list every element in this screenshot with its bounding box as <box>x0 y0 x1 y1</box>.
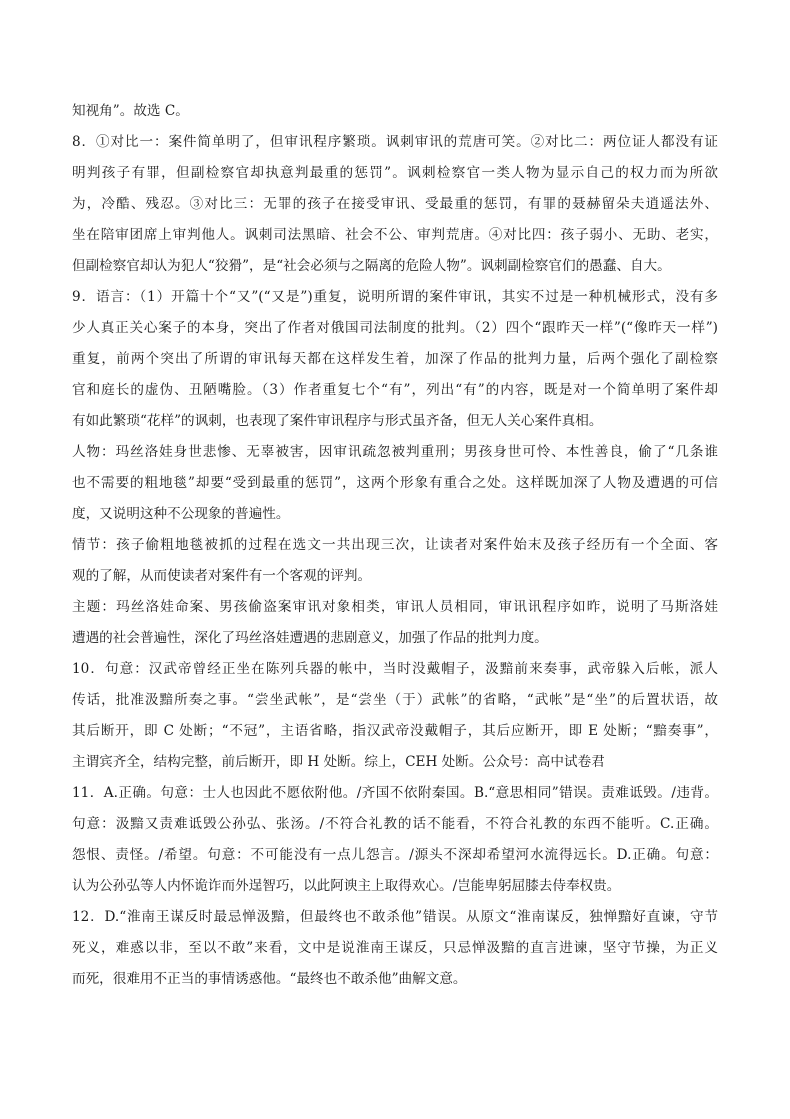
text-line: 但副检察官却认为犯人“狡猾”，是“社会必须与之隔离的危险人物”。讽刺副检察官们的愚蠢、自大。 <box>72 258 671 274</box>
text-line: 9．语言：（1）开篇十个“又”(“又是”)重复，说明所谓的案件审讯，其实不过是一种机械形式，没有多 <box>72 289 718 305</box>
answer-paragraph <box>72 437 718 530</box>
text-line: 知视角”。故选 C。 <box>72 103 189 119</box>
text-line: 有如此繁琐“花样”的讽刺，也表现了案件审讯程序与形式虽齐备，但无人关心案件真相。 <box>72 413 603 429</box>
text-line: 11．A.正确。句意：士人也因此不愿依附他。/齐国不依附秦国。B.“意思相同”错误。责难诋毁。/违背。 <box>72 785 718 801</box>
text-line: 坐在陪审团席上审判他人。讽刺司法黑暗、社会不公、审判荒唐。④对比四：孩子弱小、无助、老实， <box>72 227 718 243</box>
text-line: 8．①对比一：案件简单明了，但审讯程序繁琐。讽刺审讯的荒唐可笑。②对比二：两位证人都没有证 <box>72 134 718 150</box>
text-line: 为，冷酷、残忍。③对比三：无罪的孩子在接受审讯、受最重的惩罚，有罪的聂赫留朵夫逍遥法外、 <box>72 196 718 212</box>
answer-paragraph <box>72 778 718 902</box>
text-line: 度，又说明这种不公现象的普遍性。 <box>72 506 290 522</box>
text-line: 遭遇的社会普遍性，深化了玛丝洛娃遭遇的悲剧意义，加强了作品的批判力度。 <box>72 630 548 646</box>
text-line: 死义，难惑以非，至以不敢”来看，文中是说淮南王谋反，只忌惮汲黯的直言进谏，坚守节操，为正义 <box>72 940 718 956</box>
text-line: 人物：玛丝洛娃身世悲惨、无辜被害，因审讯疏忽被判重刑；男孩身世可怜、本性善良，偷了“几条谁 <box>72 444 718 460</box>
text-line: 主题：玛丝洛娃命案、男孩偷盗案审讯对象相类，审讯人员相同，审讯讯程序如昨，说明了马斯洛娃 <box>72 599 718 615</box>
answer-paragraph <box>72 530 718 592</box>
text-line: 10．句意：汉武帝曾经正坐在陈列兵器的帐中，当时没戴帽子，汲黯前来奏事，武帝躲入后帐，派人 <box>72 661 718 677</box>
text-line: 官和庭长的虚伪、丑陋嘴脸。（3）作者重复七个“有”，列出“有”的内容，既是对一个简单明了案件却 <box>72 382 718 398</box>
text-line: 少人真正关心案子的本身，突出了作者对俄国司法制度的批判。（2）四个“跟昨天一样”(“像昨天一样”) <box>72 320 718 336</box>
text-line: 怨恨、责怪。/希望。句意：不可能没有一点儿怨言。/源头不深却希望河水流得远长。D.正确。句意： <box>72 847 718 863</box>
text-line: 而死，很难用不正当的事情诱惑他。“最终也不敢杀他”曲解文意。 <box>72 971 467 987</box>
text-line: 也不需要的粗地毯”却要“受到最重的惩罚”，这两个形象有重合之处。这样既加深了人物及遭遇的可信 <box>72 475 718 491</box>
text-line: 观的了解，从而使读者对案件有一个客观的评判。 <box>72 568 372 584</box>
answer-paragraph <box>72 902 718 995</box>
answer-paragraph <box>72 96 718 127</box>
answer-paragraph <box>72 282 718 437</box>
text-line: 情节：孩子偷粗地毯被抓的过程在选文一共出现三次，让读者对案件始末及孩子经历有一个全面、客 <box>72 537 718 553</box>
answer-paragraph <box>72 127 718 282</box>
text-line: 主谓宾齐全，结构完整，前后断开，即 H 处断。综上，CEH 处断。公众号：高中试卷君 <box>72 754 605 770</box>
answer-paragraph <box>72 592 718 654</box>
text-line: 句意：汲黯又责难诋毁公孙弘、张汤。/不符合礼教的话不能看，不符合礼教的东西不能听。C.正确。 <box>72 816 718 832</box>
text-line: 其后断开，即 C 处断；“不冠”，主语省略，指汉武帝没戴帽子，其后应断开，即 E 处断；“黯奏事”， <box>72 723 718 739</box>
text-line: 重复，前两个突出了所谓的审讯每天都在这样发生着，加深了作品的批判力量，后两个强化了副检察 <box>72 351 718 367</box>
text-line: 认为公孙弘等人内怀诡诈而外逞智巧，以此阿谀主上取得欢心。/岂能卑躬屈膝去侍奉权贵。 <box>72 878 621 894</box>
text-line: 传话，批准汲黯所奏之事。“尝坐武帐”，是“尝坐（于）武帐”的省略，“武帐”是“坐”的后置状语，故 <box>72 692 718 708</box>
answer-paragraph <box>72 654 718 778</box>
text-line: 明判孩子有罪，但副检察官却执意判最重的惩罚”。讽刺检察官一类人物为显示自己的权力而为所欲 <box>72 165 718 181</box>
text-line: 12．D.“淮南王谋反时最忌惮汲黯，但最终也不敢杀他”错误。从原文“淮南谋反，独惮黯好直谏，守节 <box>72 909 718 925</box>
